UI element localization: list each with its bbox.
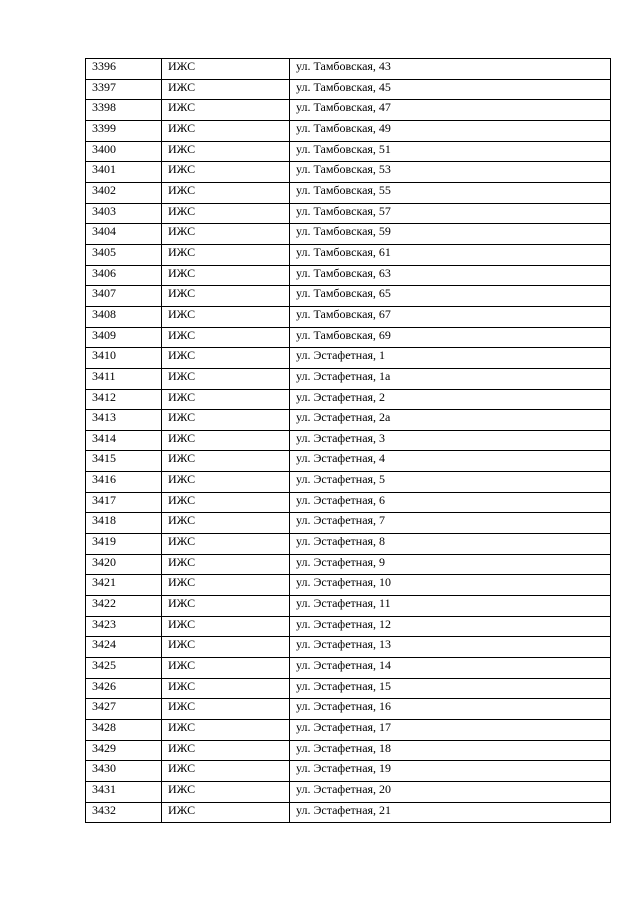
address-cell: ул. Эстафетная, 4 — [290, 451, 611, 472]
building-type-cell: ИЖС — [162, 389, 290, 410]
address-cell: ул. Тамбовская, 49 — [290, 120, 611, 141]
address-cell: ул. Эстафетная, 10 — [290, 575, 611, 596]
address-cell: ул. Эстафетная, 17 — [290, 720, 611, 741]
address-cell: ул. Тамбовская, 55 — [290, 182, 611, 203]
row-number-cell: 3414 — [86, 430, 162, 451]
building-type-cell: ИЖС — [162, 368, 290, 389]
table-row — [86, 761, 611, 782]
building-type-cell: ИЖС — [162, 637, 290, 658]
row-number-cell: 3405 — [86, 244, 162, 265]
address-cell: ул. Эстафетная, 6 — [290, 492, 611, 513]
address-cell: ул. Тамбовская, 45 — [290, 79, 611, 100]
row-number-cell: 3407 — [86, 286, 162, 307]
building-type-cell: ИЖС — [162, 451, 290, 472]
row-number-cell: 3423 — [86, 616, 162, 637]
table-row — [86, 368, 611, 389]
row-number-cell: 3413 — [86, 410, 162, 431]
building-type-cell: ИЖС — [162, 534, 290, 555]
building-type-cell: ИЖС — [162, 472, 290, 493]
address-cell: ул. Эстафетная, 20 — [290, 781, 611, 802]
row-number-cell: 3425 — [86, 658, 162, 679]
building-type-cell: ИЖС — [162, 244, 290, 265]
address-cell: ул. Эстафетная, 2а — [290, 410, 611, 431]
address-cell: ул. Эстафетная, 8 — [290, 534, 611, 555]
address-cell: ул. Эстафетная, 1 — [290, 348, 611, 369]
address-cell: ул. Эстафетная, 16 — [290, 699, 611, 720]
table-row — [86, 203, 611, 224]
building-type-cell: ИЖС — [162, 265, 290, 286]
row-number-cell: 3426 — [86, 678, 162, 699]
building-type-cell: ИЖС — [162, 554, 290, 575]
building-type-cell: ИЖС — [162, 492, 290, 513]
address-cell: ул. Эстафетная, 7 — [290, 513, 611, 534]
address-cell: ул. Эстафетная, 12 — [290, 616, 611, 637]
table-row — [86, 616, 611, 637]
table-row — [86, 699, 611, 720]
row-number-cell: 3398 — [86, 100, 162, 121]
row-number-cell: 3400 — [86, 141, 162, 162]
row-number-cell: 3409 — [86, 327, 162, 348]
building-type-cell: ИЖС — [162, 327, 290, 348]
address-cell: ул. Эстафетная, 11 — [290, 596, 611, 617]
address-cell: ул. Тамбовская, 43 — [290, 59, 611, 80]
address-cell: ул. Эстафетная, 13 — [290, 637, 611, 658]
building-type-cell: ИЖС — [162, 286, 290, 307]
address-cell: ул. Тамбовская, 57 — [290, 203, 611, 224]
building-type-cell: ИЖС — [162, 120, 290, 141]
building-type-cell: ИЖС — [162, 513, 290, 534]
table-row — [86, 100, 611, 121]
row-number-cell: 3416 — [86, 472, 162, 493]
row-number-cell: 3422 — [86, 596, 162, 617]
row-number-cell: 3408 — [86, 306, 162, 327]
table-row — [86, 534, 611, 555]
address-cell: ул. Эстафетная, 14 — [290, 658, 611, 679]
table-row — [86, 327, 611, 348]
building-type-cell: ИЖС — [162, 100, 290, 121]
address-registry-table — [85, 58, 611, 823]
row-number-cell: 3431 — [86, 781, 162, 802]
address-cell: ул. Эстафетная, 18 — [290, 740, 611, 761]
address-cell: ул. Эстафетная, 9 — [290, 554, 611, 575]
address-cell: ул. Эстафетная, 3 — [290, 430, 611, 451]
table-row — [86, 575, 611, 596]
building-type-cell: ИЖС — [162, 430, 290, 451]
table-row — [86, 162, 611, 183]
table-row — [86, 348, 611, 369]
row-number-cell: 3420 — [86, 554, 162, 575]
table-row — [86, 286, 611, 307]
building-type-cell: ИЖС — [162, 79, 290, 100]
row-number-cell: 3419 — [86, 534, 162, 555]
row-number-cell: 3415 — [86, 451, 162, 472]
building-type-cell: ИЖС — [162, 410, 290, 431]
address-cell: ул. Тамбовская, 69 — [290, 327, 611, 348]
address-cell: ул. Тамбовская, 59 — [290, 224, 611, 245]
address-cell: ул. Эстафетная, 15 — [290, 678, 611, 699]
address-cell: ул. Эстафетная, 19 — [290, 761, 611, 782]
building-type-cell: ИЖС — [162, 224, 290, 245]
building-type-cell: ИЖС — [162, 575, 290, 596]
address-cell: ул. Эстафетная, 2 — [290, 389, 611, 410]
row-number-cell: 3404 — [86, 224, 162, 245]
row-number-cell: 3401 — [86, 162, 162, 183]
building-type-cell: ИЖС — [162, 761, 290, 782]
row-number-cell: 3412 — [86, 389, 162, 410]
table-row — [86, 720, 611, 741]
building-type-cell: ИЖС — [162, 699, 290, 720]
building-type-cell: ИЖС — [162, 720, 290, 741]
row-number-cell: 3406 — [86, 265, 162, 286]
address-cell: ул. Эстафетная, 21 — [290, 802, 611, 823]
address-cell: ул. Тамбовская, 63 — [290, 265, 611, 286]
building-type-cell: ИЖС — [162, 141, 290, 162]
building-type-cell: ИЖС — [162, 203, 290, 224]
building-type-cell: ИЖС — [162, 348, 290, 369]
row-number-cell: 3396 — [86, 59, 162, 80]
table-row — [86, 410, 611, 431]
row-number-cell: 3399 — [86, 120, 162, 141]
row-number-cell: 3402 — [86, 182, 162, 203]
address-cell: ул. Эстафетная, 5 — [290, 472, 611, 493]
address-cell: ул. Тамбовская, 53 — [290, 162, 611, 183]
address-cell: ул. Тамбовская, 67 — [290, 306, 611, 327]
row-number-cell: 3403 — [86, 203, 162, 224]
building-type-cell: ИЖС — [162, 740, 290, 761]
table-row — [86, 678, 611, 699]
table-row — [86, 513, 611, 534]
table-row — [86, 637, 611, 658]
address-cell: ул. Тамбовская, 47 — [290, 100, 611, 121]
row-number-cell: 3424 — [86, 637, 162, 658]
row-number-cell: 3421 — [86, 575, 162, 596]
table-row — [86, 802, 611, 823]
row-number-cell: 3430 — [86, 761, 162, 782]
table-body — [86, 59, 611, 823]
address-cell: ул. Тамбовская, 61 — [290, 244, 611, 265]
table-row — [86, 182, 611, 203]
address-cell: ул. Эстафетная, 1а — [290, 368, 611, 389]
building-type-cell: ИЖС — [162, 182, 290, 203]
table-row — [86, 141, 611, 162]
table-row — [86, 554, 611, 575]
table-row — [86, 430, 611, 451]
table-row — [86, 781, 611, 802]
row-number-cell: 3411 — [86, 368, 162, 389]
building-type-cell: ИЖС — [162, 306, 290, 327]
table-row — [86, 265, 611, 286]
table-row — [86, 120, 611, 141]
building-type-cell: ИЖС — [162, 781, 290, 802]
building-type-cell: ИЖС — [162, 162, 290, 183]
table-row — [86, 79, 611, 100]
address-cell: ул. Тамбовская, 51 — [290, 141, 611, 162]
row-number-cell: 3432 — [86, 802, 162, 823]
table-row — [86, 306, 611, 327]
row-number-cell: 3418 — [86, 513, 162, 534]
table-row — [86, 596, 611, 617]
row-number-cell: 3397 — [86, 79, 162, 100]
building-type-cell: ИЖС — [162, 596, 290, 617]
building-type-cell: ИЖС — [162, 59, 290, 80]
row-number-cell: 3428 — [86, 720, 162, 741]
row-number-cell: 3417 — [86, 492, 162, 513]
building-type-cell: ИЖС — [162, 616, 290, 637]
address-cell: ул. Тамбовская, 65 — [290, 286, 611, 307]
building-type-cell: ИЖС — [162, 678, 290, 699]
row-number-cell: 3429 — [86, 740, 162, 761]
table-row — [86, 472, 611, 493]
table-row — [86, 658, 611, 679]
table-row — [86, 492, 611, 513]
building-type-cell: ИЖС — [162, 802, 290, 823]
building-type-cell: ИЖС — [162, 658, 290, 679]
table-row — [86, 451, 611, 472]
table-row — [86, 740, 611, 761]
table-row — [86, 59, 611, 80]
table-row — [86, 244, 611, 265]
table-row — [86, 389, 611, 410]
table-row — [86, 224, 611, 245]
row-number-cell: 3410 — [86, 348, 162, 369]
row-number-cell: 3427 — [86, 699, 162, 720]
